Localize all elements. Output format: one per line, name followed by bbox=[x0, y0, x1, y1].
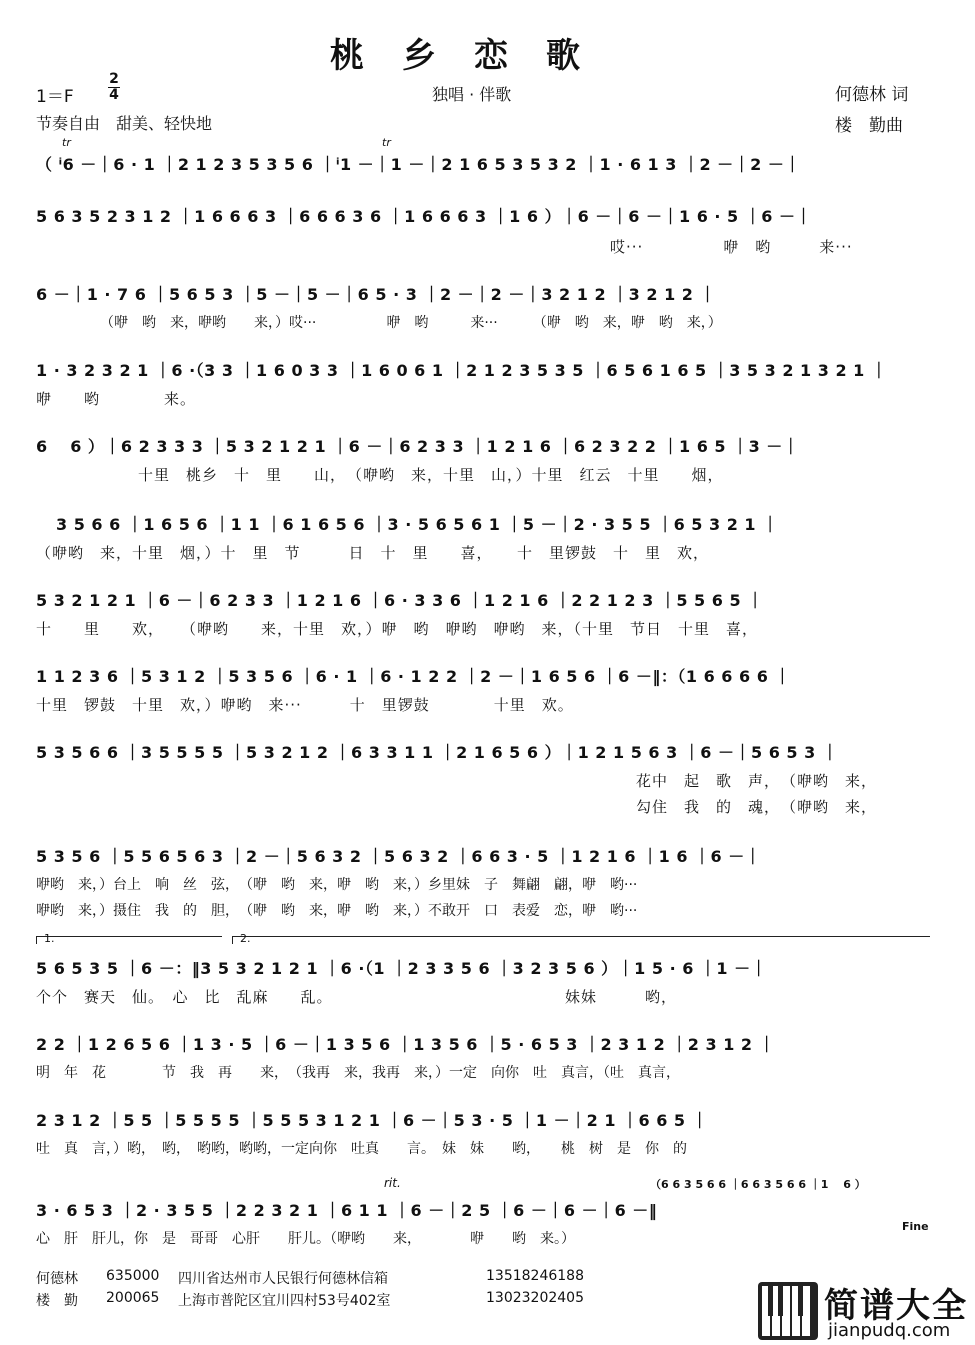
piano-icon bbox=[758, 1282, 818, 1340]
logo-text: 简谱大全 bbox=[824, 1286, 968, 1326]
logo-url: jianpudq.com bbox=[828, 1320, 951, 1341]
contact-phone-2: 13023202405 bbox=[486, 1290, 584, 1306]
volta-1-label: 1. bbox=[44, 932, 55, 945]
volta-1-corner bbox=[36, 936, 37, 944]
contact-name-2: 楼 勤 bbox=[36, 1293, 78, 1309]
lyric-row-5: 十里 桃乡 十 里 山， （咿哟 来，十里 山，）十里 红云 十里 烟， bbox=[138, 466, 724, 484]
contact-zip-2: 200065 bbox=[106, 1290, 160, 1306]
score-row-4: 1 · 3 2 3 2 1 ｜6 ·（3 3 ｜1 6 0 3 3 ｜1 6 0 6 1 ｜2 1 2 3 5 3 5 ｜6 5 6 1 6 5 ｜3 5 3 2 1 3 2 1 ｜ bbox=[36, 361, 888, 380]
lyric-row-4: 咿 哟 来。 bbox=[36, 390, 197, 408]
fine-marking: Fine bbox=[902, 1220, 929, 1233]
lyric-row-14: 心 肝 肝儿，你 是 哥哥 心肝 肝儿。（咿哟 来， 咿 哟 来。） bbox=[36, 1231, 575, 1247]
song-title: 桃乡恋歌 bbox=[330, 36, 618, 76]
lyric-row-3: （咿 哟 来，咿哟 来，）哎··· 咿 哟 来··· （咿 哟 来，咿 哟 来，） bbox=[100, 315, 722, 331]
score-row-5: 6 6 ）｜6 2 3 3 3 ｜5 3 2 1 2 1 ｜6 －｜6 2 3 3 ｜1 2 1 6 ｜6 2 3 2 2 ｜1 6 5 ｜3 －｜ bbox=[36, 437, 800, 456]
lyric-row-2: 哎··· 咿 哟 来··· bbox=[610, 238, 853, 256]
lyric-row-9-verse-1: 花中 起 歌 声， （咿哟 来， bbox=[636, 772, 878, 790]
volta-2-label: 2. bbox=[240, 932, 251, 945]
contact-zip-1: 635000 bbox=[106, 1268, 160, 1284]
score-row-10: 5 3 5 6 ｜5 5 6 5 6 3 ｜2 －｜5 6 3 2 ｜5 6 3 2 ｜6 6 3 · 5 ｜1 2 1 6 ｜1 6 ｜6 －｜ bbox=[36, 847, 762, 866]
lyric-row-10-verse-2: 咿哟 来，）摄住 我 的 胆， （咿 哟 来，咿 哟 来，）不敢开 口 表爱 恋，咿 哟··· bbox=[36, 903, 638, 919]
lyric-row-13: 吐 真 言，）哟， 哟， 哟哟，哟哟，一定向你 吐真 言。 妹 妹 哟， 桃 树 是 你 的 bbox=[36, 1141, 687, 1157]
trill-mark: tr bbox=[382, 136, 391, 149]
contact-address-2: 上海市普陀区宜川四村53号402室 bbox=[178, 1293, 391, 1309]
site-logo bbox=[758, 1278, 970, 1344]
accompaniment-notes: （6 6 3 5 6 6 ｜6 6 3 5 6 6 ｜1 6 ） bbox=[650, 1178, 866, 1191]
score-row-9: 5 3 5 6 6 ｜3 5 5 5 5 ｜5 3 2 1 2 ｜6 3 3 1 1 ｜2 1 6 5 6 ）｜1 2 1 5 6 3 ｜6 －｜5 6 5 3 ｜ bbox=[36, 743, 839, 762]
score-row-12: 2 2 ｜1 2 6 5 6 ｜1 3 · 5 ｜6 －｜1 3 5 6 ｜1 3 5 6 ｜5 · 6 5 3 ｜2 3 1 2 ｜2 3 1 2 ｜ bbox=[36, 1035, 776, 1054]
lyric-row-7: 十 里 欢， （咿哟 来，十里 欢，）咿 哟 咿哟 咿哟 来，（十里 节日 十里 喜， bbox=[36, 620, 759, 638]
contact-name-1: 何德林 bbox=[36, 1271, 78, 1287]
time-signature bbox=[108, 72, 120, 103]
score-row-11: 5 6 5 3 5 ｜6 －：‖3 5 3 2 1 2 1 ｜6 ·（1 ｜2 3 3 5 6 ｜3 2 3 5 6 ）｜1 5 · 6 ｜1 －｜ bbox=[36, 959, 768, 978]
lyric-row-12: 明 年 花 节 我 再 来， （我再 来，我再 来，）一定 向你 吐 真言，（吐 真言， bbox=[36, 1065, 680, 1081]
key-signature: 1＝F bbox=[36, 87, 74, 107]
lyric-row-8: 十里 锣鼓 十里 欢，）咿哟 来··· 十 里锣鼓 十里 欢。 bbox=[36, 696, 574, 714]
volta-2-corner bbox=[232, 936, 233, 944]
score-row-13: 2 3 1 2 ｜5 5 ｜5 5 5 5 ｜5 5 5 3 1 2 1 ｜6 －｜5 3 · 5 ｜1 －｜2 1 ｜6 6 5 ｜ bbox=[36, 1111, 709, 1130]
lyric-row-6: （咿哟 来，十里 烟，）十 里 节 日 十 里 喜， 十 里锣鼓 十 里 欢， bbox=[36, 544, 710, 562]
performance-type: 独唱 · 伴歌 bbox=[432, 85, 512, 104]
volta-2-bracket bbox=[232, 936, 930, 937]
trill-mark: tr bbox=[62, 136, 71, 149]
composer-credit: 楼 勤曲 bbox=[835, 116, 903, 136]
score-row-1: （ ⁱ6 －｜6 · 1 ｜2 1 2 3 5 3 5 6 ｜ⁱ1 －｜1 －｜2 1 6 5 3 5 3 2 ｜1 · 6 1 3 ｜2 －｜2 －｜ bbox=[36, 155, 801, 174]
volta-1-bracket bbox=[36, 936, 222, 937]
lyric-row-10-verse-1: 咿哟 来，）台上 响 丝 弦， （咿 哟 来，咿 哟 来，）乡里妹 子 舞翩 翩，咿 哟··· bbox=[36, 877, 638, 893]
score-row-7: 5 3 2 1 2 1 ｜6 －｜6 2 3 3 ｜1 2 1 6 ｜6 · 3 3 6 ｜1 2 1 6 ｜2 2 1 2 3 ｜5 5 6 5 ｜ bbox=[36, 591, 764, 610]
time-denominator: 4 bbox=[109, 87, 119, 103]
score-row-2: 5 6 3 5 2 3 1 2 ｜1 6 6 6 3 ｜6 6 6 3 6 ｜1 6 6 6 3 ｜1 6 ）｜6 －｜6 －｜1 6 · 5 ｜6 －｜ bbox=[36, 207, 812, 226]
rit-marking: rit. bbox=[384, 1176, 401, 1190]
score-row-6: 3 5 6 6 ｜1 6 5 6 ｜1 1 ｜6 1 6 5 6 ｜3 · 5 6 5 6 1 ｜5 －｜2 · 3 5 5 ｜6 5 3 2 1 ｜ bbox=[56, 515, 779, 534]
contact-address-1: 四川省达州市人民银行何德林信箱 bbox=[178, 1271, 388, 1287]
lyricist-credit: 何德林 词 bbox=[835, 85, 909, 105]
lyric-row-9-verse-2: 勾住 我 的 魂， （咿哟 来， bbox=[636, 798, 878, 816]
lyric-row-11: 个个 赛天 仙。 心 比 乱麻 乱。 妹妹 哟， bbox=[36, 988, 678, 1006]
score-row-8: 1 1 2 3 6 ｜5 3 1 2 ｜5 3 5 6 ｜6 · 1 ｜6 · 1 2 2 ｜2 －｜1 6 5 6 ｜6 －‖：（1 6 6 6 6 ｜ bbox=[36, 667, 791, 686]
time-numerator: 2 bbox=[109, 71, 119, 87]
contact-phone-1: 13518246188 bbox=[486, 1268, 584, 1284]
score-row-3: 6 －｜1 · 7 6 ｜5 6 5 3 ｜5 －｜5 －｜6 5 · 3 ｜2 －｜2 －｜3 2 1 2 ｜3 2 1 2 ｜ bbox=[36, 285, 716, 304]
score-row-14: 3 · 6 5 3 ｜2 · 3 5 5 ｜2 2 3 2 1 ｜6 1 1 ｜6 －｜2 5 ｜6 －｜6 －｜6 －‖ bbox=[36, 1201, 658, 1220]
tempo-marking: 节奏自由 甜美、轻快地 bbox=[36, 114, 213, 133]
